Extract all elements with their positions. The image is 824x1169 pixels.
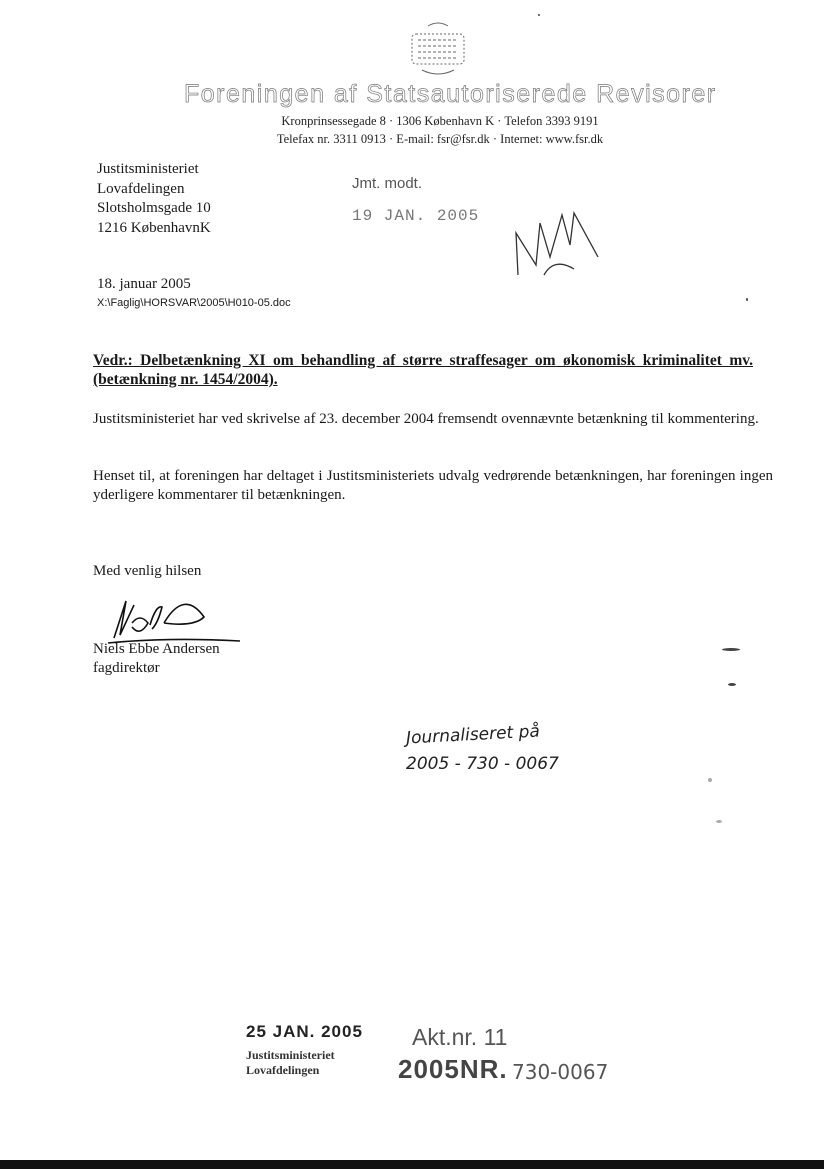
received-stamp-label: Jmt. modt. (352, 175, 423, 192)
recipient-address (97, 160, 211, 238)
scan-speck (746, 298, 748, 301)
recipient-line: Lovafdelingen (97, 180, 185, 197)
signer-title: fagdirektør (93, 660, 160, 676)
organization-name: Foreningen af Statsautoriserede Revisorer (184, 80, 717, 108)
closing: Med venlig hilsen (93, 563, 202, 579)
handwritten-note-line-1: Journaliseret på (405, 721, 541, 749)
signer-name: Niels Ebbe Andersen (93, 641, 220, 657)
signer-block (93, 640, 220, 678)
scan-speck (708, 778, 712, 782)
ministry-stamp-date: 25 JAN. 2005 (246, 1022, 363, 1041)
scan-speck (722, 648, 740, 651)
handwritten-note-line-2: 2005 - 730 - 0067 (406, 754, 559, 774)
scan-speck (728, 683, 736, 686)
ministry-stamp-line-2: Lovafdelingen (246, 1063, 320, 1077)
recipient-line: Justitsministeriet (97, 161, 199, 177)
handwritten-initials (510, 205, 606, 287)
file-path: X:\Faglig\HORSVAR\2005\H010-05.doc (97, 297, 291, 309)
address-line: Kronprinsessegade 8 · 1306 København K · Telefon 3393 9191 (281, 114, 599, 128)
akt-stamp-year: 2005NR. (398, 1054, 508, 1084)
body-paragraph-2: Henset til, at foreningen har deltaget i Justitsministeriets udvalg vedrørende betænkningen, har foreningen ingen yderligere kommentarer til betænkningen. (93, 468, 773, 503)
letter-date: 18. januar 2005 (97, 276, 191, 292)
scan-speck (538, 14, 540, 16)
body-paragraph-1: Justitsministeriet har ved skrivelse af 23. december 2004 fremsendt ovennævnte betænkning til kommentering. (93, 411, 759, 427)
akt-number-label: Akt.nr. 11 (412, 1024, 508, 1050)
scan-speck (716, 820, 722, 823)
akt-stamp-number: 730-0067 (512, 1060, 609, 1084)
recipient-line: 1216 KøbenhavnK (97, 219, 211, 236)
contact-line: Telefax nr. 3311 0913 · E-mail: fsr@fsr.dk · Internet: www.fsr.dk (276, 132, 604, 146)
received-stamp-date: 19 JAN. 2005 (352, 207, 480, 225)
ministry-stamp-line-1: Justitsministeriet (246, 1048, 335, 1062)
subject-line: Vedr.: Delbetænkning XI om behandling af større straffesager om økonomisk kriminalitet mv. (betænkning nr. 1454/2004). (93, 352, 753, 388)
scan-bottom-edge (0, 1160, 824, 1169)
recipient-line: Slotsholmsgade 10 (97, 200, 211, 216)
association-seal-logo (398, 18, 478, 80)
